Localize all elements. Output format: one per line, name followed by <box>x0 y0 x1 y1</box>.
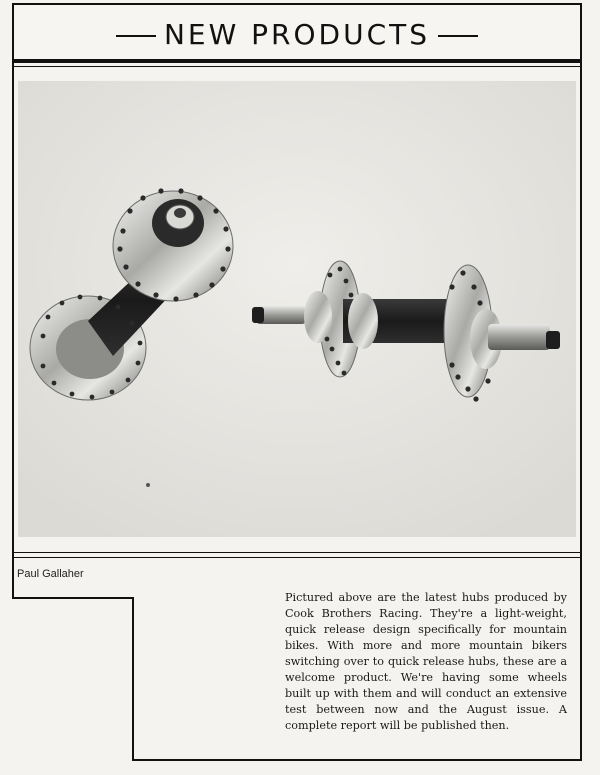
frame-step-horizontal <box>12 597 134 599</box>
hubs-illustration <box>18 81 576 537</box>
title-dash-left <box>116 35 156 37</box>
rule-bottom-2 <box>12 557 582 558</box>
section-title-text: NEW PRODUCTS <box>163 18 431 51</box>
photo-credit: Paul Gallaher <box>17 568 84 580</box>
frame-bottom <box>132 759 582 761</box>
speck <box>146 483 150 487</box>
title-dash-right <box>438 35 478 37</box>
frame-step-vertical <box>132 597 134 760</box>
product-photo <box>18 81 576 537</box>
frame-left-lower <box>12 557 14 597</box>
frame-right-lower <box>580 557 582 761</box>
rule-bottom-1 <box>12 552 582 553</box>
frame-rule-top <box>12 66 582 67</box>
section-title <box>14 18 580 51</box>
article-body: Pictured above are the latest hubs produced by Cook Brothers Racing. They're a light-weight, quick release design specifically for mountain bikes. With more and more mountain bikers switching over to quick release hubs, these are a welcome product. We're having some wheels built up with them and will conduct an extensive test between now and the August issue. A complete report will be published then. <box>285 591 567 732</box>
header-box <box>12 3 582 61</box>
